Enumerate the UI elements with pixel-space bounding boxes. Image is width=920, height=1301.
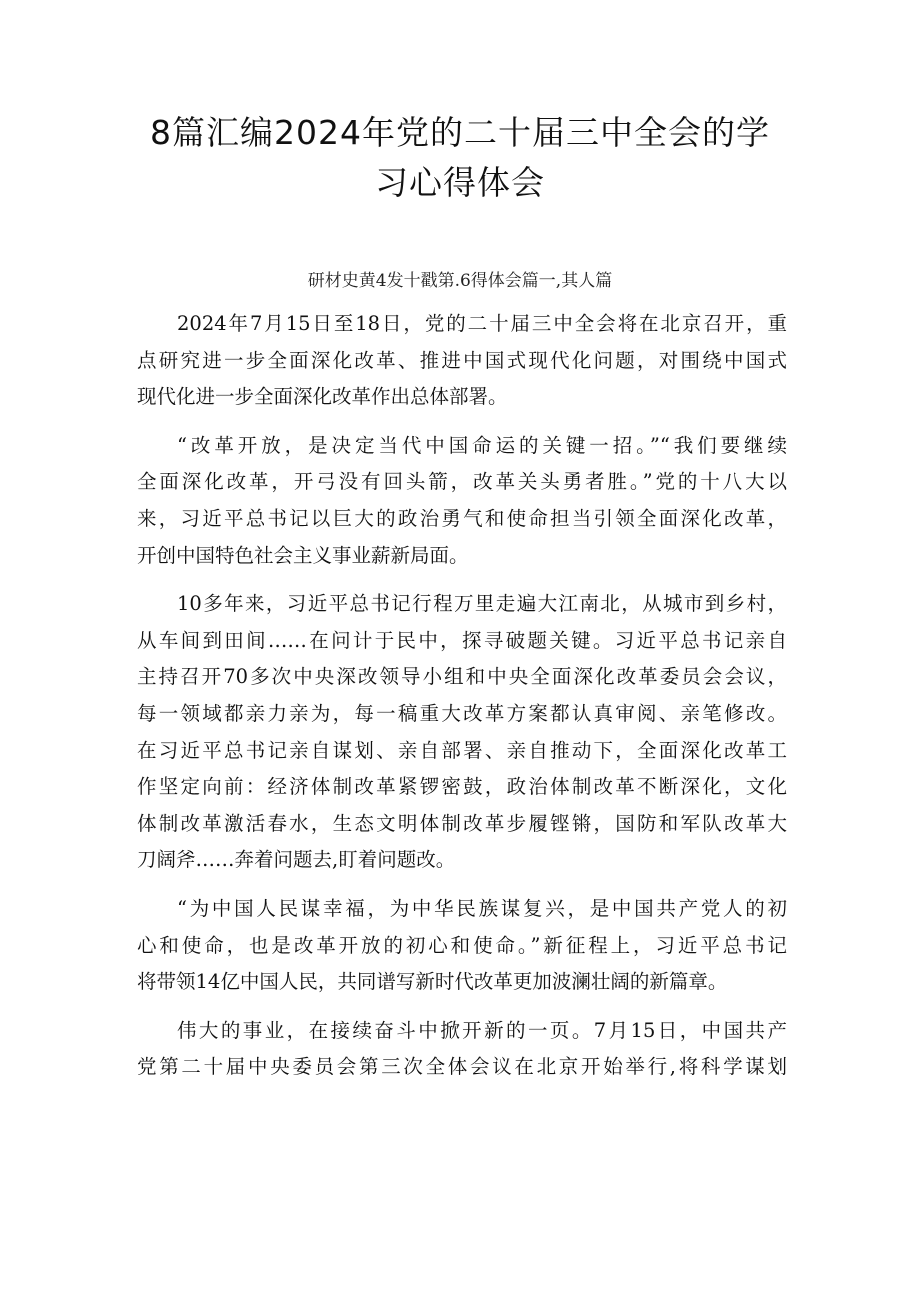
text-line: 作坚定向前：经济体制改革紧锣密鼓，政治体制改革不断深化，文化	[137, 775, 787, 799]
text-line: 10多年来，习近平总书记行程万里走遍大江南北，从城市到乡村，	[177, 592, 787, 616]
document-body	[137, 306, 787, 1098]
text-line: 点研究进一步全面深化改革、推进中国式现代化问题，对围绕中国式	[137, 348, 787, 372]
text-line: “为中国人民谋幸福，为中华民族谋复兴，是中国共产党人的初	[177, 896, 787, 920]
title-line-1: 8篇汇编2024年党的二十届三中全会的学	[150, 113, 770, 152]
text-line: 每一领域都亲力亲为，每一稿重大改革方案都认真审阅、亲笔修改。	[137, 701, 787, 725]
text-line: 将带领14亿中国人民，共同谱写新时代改革更加波澜壮阔的新篇章。	[137, 970, 728, 994]
paragraph-3	[137, 586, 787, 879]
text-line: 党第二十届中央委员会第三次全体会议在北京开始举行,将科学谋划	[137, 1055, 787, 1079]
paragraph-5	[137, 1013, 787, 1086]
text-line: “改革开放，是决定当代中国命运的关键一招。”“我们要继续	[177, 433, 787, 457]
text-line: 体制改革激活春水，生态文明体制改革步履铿锵，国防和军队改革大	[137, 811, 787, 835]
document-subtitle: 研材史黄4发十戳第.6得体会篇一,其人篇	[307, 271, 613, 291]
text-line: 刀阔斧……奔着问题去,盯着问题改。	[137, 848, 456, 872]
text-line: 全面深化改革，开弓没有回头箭，改革关头勇者胜。”党的十八大以	[137, 470, 787, 494]
text-line: 开创中国特色社会主义事业薪新局面。	[137, 543, 469, 567]
paragraph-1	[137, 306, 787, 416]
text-line: 在习近平总书记亲自谋划、亲自部署、亲自推动下，全面深化改革工	[137, 738, 787, 762]
text-line: 主持召开70多次中央深改领导小组和中央全面深化改革委员会会议，	[137, 665, 787, 689]
paragraph-4	[137, 891, 787, 1001]
document-title	[120, 108, 800, 208]
text-line: 心和使命，也是改革开放的初心和使命。”新征程上，习近平总书记	[137, 933, 787, 957]
paragraph-2	[137, 428, 787, 574]
text-line: 从车间到田间……在问计于民中，探寻破题关键。习近平总书记亲自	[137, 628, 787, 652]
text-line: 现代化进一步全面深化改革作出总体部署。	[137, 385, 508, 409]
text-line: 2024年7月15日至18日，党的二十届三中全会将在北京召开，重	[177, 312, 787, 335]
text-line: 伟大的事业，在接续奋斗中掀开新的一页。7月15日，中国共产	[177, 1018, 787, 1042]
text-line: 来，习近平总书记以巨大的政治勇气和使命担当引领全面深化改革，	[137, 506, 787, 530]
title-line-2: 习心得体会	[375, 163, 545, 202]
